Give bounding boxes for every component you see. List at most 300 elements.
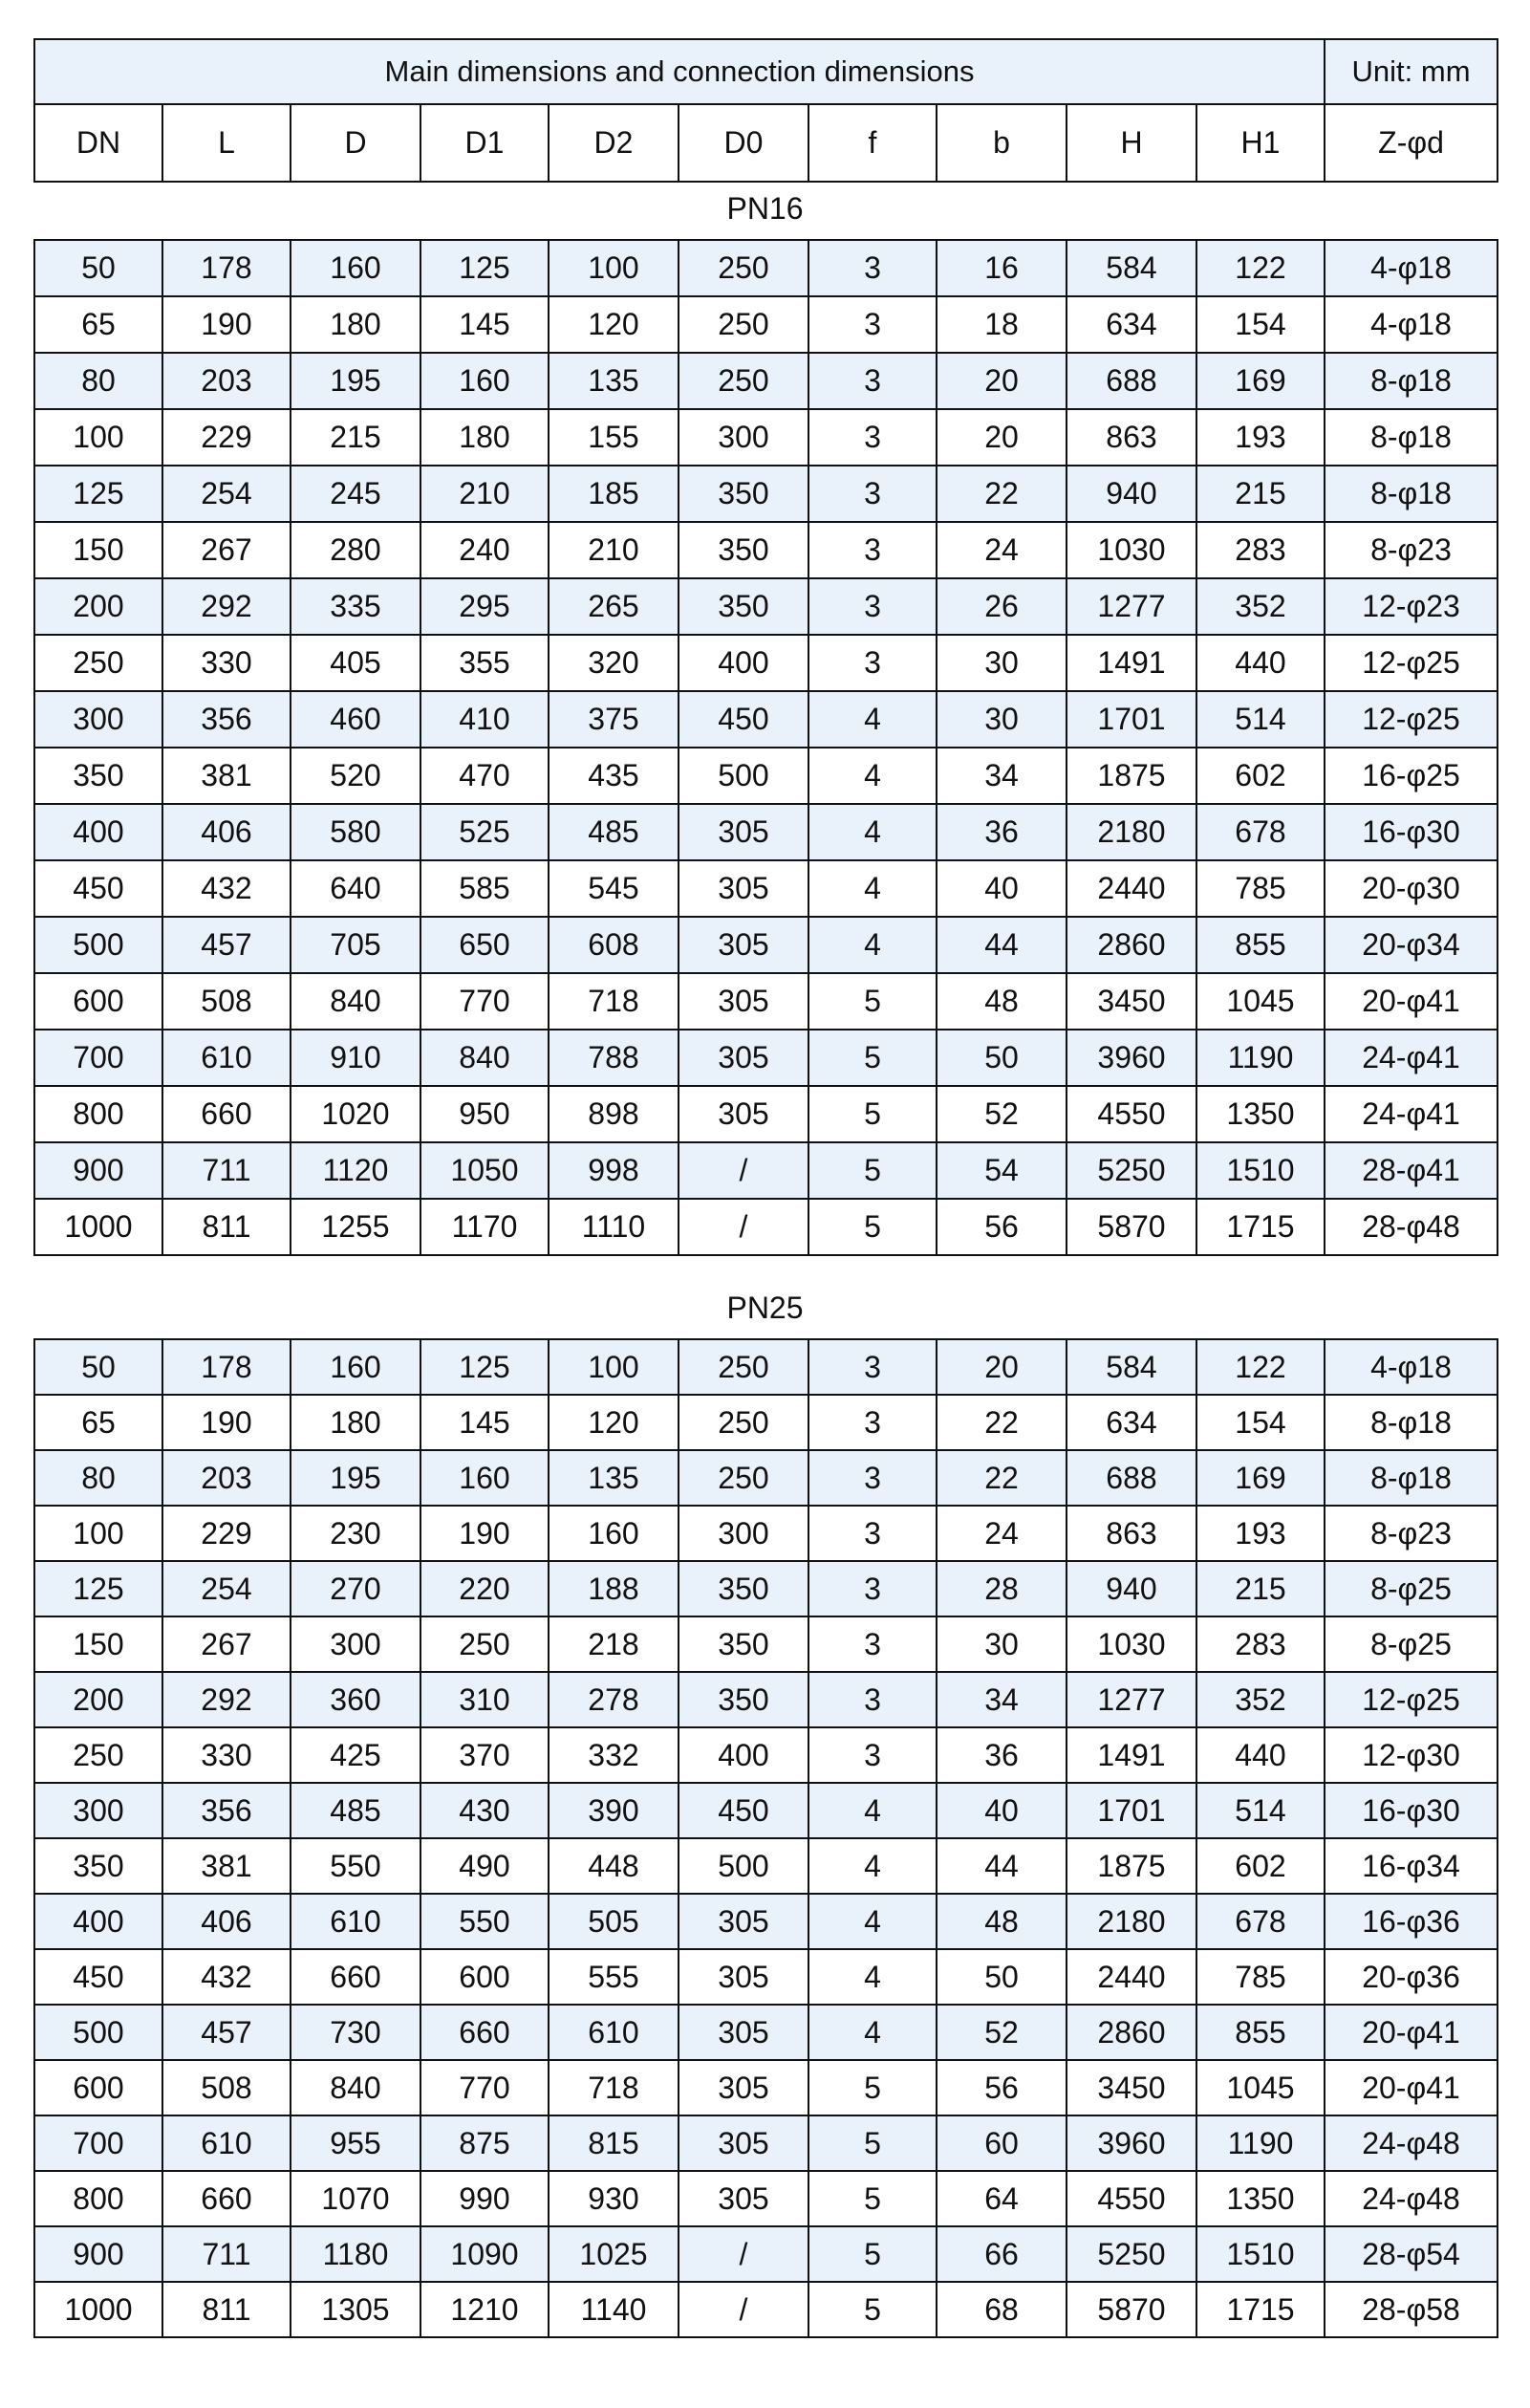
table-cell: 305 [679,804,808,860]
table-cell: 678 [1196,1894,1325,1949]
table-cell: 250 [34,1727,162,1783]
table-cell: 1090 [420,2226,549,2282]
table-row [34,2282,1498,2337]
table-cell: 100 [549,240,679,296]
table-cell: 356 [162,691,291,748]
table-cell: 585 [420,860,549,917]
table-cell: 4 [808,2005,937,2060]
table-cell: 5 [808,1142,937,1199]
table-cell: 5 [808,1086,937,1142]
table-row [34,973,1498,1030]
table-cell: 267 [162,522,291,578]
column-header: D2 [549,104,679,182]
table-cell: 28-φ58 [1325,2282,1498,2337]
table-cell: 840 [291,2060,420,2115]
table-cell: 292 [162,578,291,635]
table-cell: 20-φ41 [1325,2060,1498,2115]
table-cell: 2860 [1067,2005,1196,2060]
table-cell: 1277 [1067,578,1196,635]
table-cell: 56 [937,2060,1067,2115]
table-cell: 440 [1196,635,1325,691]
table-cell: 2180 [1067,1894,1196,1949]
table-cell: 940 [1067,466,1196,522]
table-cell: 600 [34,2060,162,2115]
table-cell: 3960 [1067,1030,1196,1086]
table-cell: 770 [420,2060,549,2115]
table-cell: 2180 [1067,804,1196,860]
table-cell: 545 [549,860,679,917]
table-cell: 485 [549,804,679,860]
table-cell: 300 [34,691,162,748]
table-cell: 190 [162,296,291,353]
table-cell: 283 [1196,1616,1325,1672]
table-cell: 600 [34,973,162,1030]
table-cell: 1180 [291,2226,420,2282]
table-cell: 20-φ30 [1325,860,1498,917]
table-cell: 24-φ41 [1325,1030,1498,1086]
table-cell: 24 [937,522,1067,578]
table-cell: 863 [1067,1506,1196,1561]
table-cell: 12-φ25 [1325,1672,1498,1727]
table-cell: 5 [808,973,937,1030]
table-cell: 145 [420,296,549,353]
table-cell: 280 [291,522,420,578]
table-cell: 154 [1196,1395,1325,1450]
table-cell: 3 [808,240,937,296]
table-cell: 80 [34,1450,162,1506]
table-cell: 66 [937,2226,1067,2282]
table-row [34,917,1498,973]
table-cell: 711 [162,2226,291,2282]
table-cell: 508 [162,973,291,1030]
table-cell: 1491 [1067,635,1196,691]
table-cell: 350 [679,466,808,522]
table-cell: 8-φ18 [1325,353,1498,409]
table-cell: 460 [291,691,420,748]
table-cell: 135 [549,353,679,409]
table-cell: 370 [420,1727,549,1783]
table-cell: 1510 [1196,1142,1325,1199]
table-cell: 3 [808,578,937,635]
table-cell: 1170 [420,1199,549,1255]
table-cell: 26 [937,578,1067,635]
table-cell: 1045 [1196,2060,1325,2115]
table-cell: 160 [420,353,549,409]
table-cell: 215 [1196,466,1325,522]
table-cell: 400 [679,635,808,691]
table-cell: 3 [808,296,937,353]
table-cell: 1025 [549,2226,679,2282]
table-cell: 350 [679,1672,808,1727]
table-row [34,635,1498,691]
table-cell: 705 [291,917,420,973]
table-cell: 1210 [420,2282,549,2337]
table-cell: 16-φ30 [1325,804,1498,860]
table-cell: 650 [420,917,549,973]
table-cell: 1277 [1067,1672,1196,1727]
table-cell: 950 [420,1086,549,1142]
table-cell: 3 [808,522,937,578]
table-row [34,2060,1498,2115]
table-cell: 3450 [1067,973,1196,1030]
table-cell: 718 [549,973,679,1030]
table-cell: 4-φ18 [1325,296,1498,353]
table-cell: 4 [808,1783,937,1838]
table-row [34,2171,1498,2226]
table-cell: 4 [808,804,937,860]
table-cell: 1020 [291,1086,420,1142]
table-cell: 122 [1196,1339,1325,1395]
table-cell: 210 [549,522,679,578]
table-cell: 930 [549,2171,679,2226]
table-cell: 457 [162,917,291,973]
table-cell: 514 [1196,1783,1325,1838]
table-cell: 20-φ36 [1325,1949,1498,2005]
table-row [34,1395,1498,1450]
table-cell: 229 [162,1506,291,1561]
table-cell: 5870 [1067,1199,1196,1255]
table-cell: 550 [291,1838,420,1894]
table-cell: 955 [291,2115,420,2171]
table-cell: 200 [34,578,162,635]
table-cell: 2860 [1067,917,1196,973]
table-cell: 36 [937,1727,1067,1783]
table-cell: 169 [1196,353,1325,409]
table-cell: 50 [937,1030,1067,1086]
table-cell: / [679,1142,808,1199]
table-cell: 250 [679,1395,808,1450]
table-row [34,2115,1498,2171]
table-cell: 300 [679,1506,808,1561]
table-cell: 584 [1067,240,1196,296]
table-cell: 1045 [1196,973,1325,1030]
table-cell: 355 [420,635,549,691]
table-row [34,1506,1498,1561]
table-cell: 305 [679,2060,808,2115]
table-cell: 1491 [1067,1727,1196,1783]
table-cell: 602 [1196,748,1325,804]
table-cell: 1050 [420,1142,549,1199]
table-cell: 1510 [1196,2226,1325,2282]
table-cell: 1030 [1067,522,1196,578]
table-row [34,409,1498,466]
table-cell: 169 [1196,1450,1325,1506]
table-cell: 730 [291,2005,420,2060]
table-row [34,1672,1498,1727]
table-cell: 155 [549,409,679,466]
table-cell: 22 [937,1395,1067,1450]
table-cell: 335 [291,578,420,635]
table-title: Main dimensions and connection dimensions [34,39,1325,104]
table-cell: 24 [937,1506,1067,1561]
table-cell: 125 [420,1339,549,1395]
table-cell: 350 [679,522,808,578]
table-cell: 640 [291,860,420,917]
table-cell: 855 [1196,917,1325,973]
table-row [34,860,1498,917]
table-cell: 2440 [1067,1949,1196,2005]
table-cell: 180 [291,296,420,353]
table-cell: 1875 [1067,748,1196,804]
table-cell: 3960 [1067,2115,1196,2171]
table-cell: 50 [937,1949,1067,2005]
table-cell: 203 [162,353,291,409]
table-row [34,1561,1498,1616]
table-cell: 195 [291,1450,420,1506]
table-cell: 292 [162,1672,291,1727]
table-cell: 305 [679,2171,808,2226]
table-cell: 1875 [1067,1838,1196,1894]
table-cell: 990 [420,2171,549,2226]
table-cell: 432 [162,860,291,917]
table-cell: 3 [808,1672,937,1727]
table-row [34,2226,1498,2282]
table-cell: 3 [808,1450,937,1506]
table-cell: 811 [162,2282,291,2337]
table-cell: 4 [808,860,937,917]
table-cell: 350 [679,1561,808,1616]
table-row [34,522,1498,578]
table-row [34,1142,1498,1199]
table-cell: 154 [1196,296,1325,353]
table-cell: 24-φ41 [1325,1086,1498,1142]
table-cell: 305 [679,917,808,973]
table-cell: 200 [34,1672,162,1727]
table-cell: 350 [34,748,162,804]
table-cell: 352 [1196,578,1325,635]
table-cell: 267 [162,1616,291,1672]
table-cell: 457 [162,2005,291,2060]
table-cell: / [679,2226,808,2282]
table-cell: 500 [34,2005,162,2060]
table-cell: 44 [937,1838,1067,1894]
table-cell: 440 [1196,1727,1325,1783]
table-cell: 16-φ25 [1325,748,1498,804]
table-cell: 22 [937,1450,1067,1506]
table-cell: 188 [549,1561,679,1616]
table-cell: 64 [937,2171,1067,2226]
table-cell: 4-φ18 [1325,240,1498,296]
table-cell: 52 [937,1086,1067,1142]
table-cell: 100 [34,409,162,466]
table-cell: 602 [1196,1838,1325,1894]
table-cell: 840 [291,973,420,1030]
table-cell: 34 [937,748,1067,804]
table-cell: 5 [808,2226,937,2282]
table-cell: 250 [679,353,808,409]
table-cell: 811 [162,1199,291,1255]
table-cell: 160 [549,1506,679,1561]
table-cell: 785 [1196,1949,1325,2005]
table-cell: 185 [549,466,679,522]
table-cell: 210 [420,466,549,522]
table-cell: 4-φ18 [1325,1339,1498,1395]
table-cell: 3450 [1067,2060,1196,2115]
table-cell: 24-φ48 [1325,2171,1498,2226]
table-cell: 5870 [1067,2282,1196,2337]
table-cell: 678 [1196,804,1325,860]
table-cell: 28-φ48 [1325,1199,1498,1255]
table-cell: 1070 [291,2171,420,2226]
table-row [34,1086,1498,1142]
table-cell: 1190 [1196,2115,1325,2171]
table-cell: 56 [937,1199,1067,1255]
table-cell: 125 [34,466,162,522]
unit-label: Unit: mm [1325,39,1498,104]
table-cell: 18 [937,296,1067,353]
table-row [34,1949,1498,2005]
table-cell: 60 [937,2115,1067,2171]
table-cell: 450 [34,860,162,917]
column-header: L [162,104,291,182]
table-cell: 320 [549,635,679,691]
table-row [34,804,1498,860]
table-cell: 230 [291,1506,420,1561]
table-cell: 120 [549,296,679,353]
table-cell: 3 [808,466,937,522]
table-row [34,1727,1498,1783]
column-header: D1 [420,104,549,182]
table-row [34,466,1498,522]
table-cell: 8-φ18 [1325,466,1498,522]
table-cell: 3 [808,1616,937,1672]
table-cell: 3 [808,1506,937,1561]
table-cell: 770 [420,973,549,1030]
table-cell: 229 [162,409,291,466]
table-cell: 610 [162,1030,291,1086]
table-cell: 3 [808,1727,937,1783]
table-cell: 190 [162,1395,291,1450]
table-cell: / [679,1199,808,1255]
table-cell: 406 [162,804,291,860]
table-cell: 16 [937,240,1067,296]
dimensions-header-table [33,38,1498,183]
table-cell: 52 [937,2005,1067,2060]
table-cell: 8-φ18 [1325,1395,1498,1450]
table-cell: 555 [549,1949,679,2005]
table-cell: 600 [420,1949,549,2005]
table-cell: 30 [937,1616,1067,1672]
table-cell: 283 [1196,522,1325,578]
table-cell: 855 [1196,2005,1325,2060]
table-cell: 20-φ34 [1325,917,1498,973]
table-cell: 435 [549,748,679,804]
table-cell: 8-φ23 [1325,522,1498,578]
table-cell: 815 [549,2115,679,2171]
table-cell: 80 [34,353,162,409]
table-cell: 250 [34,635,162,691]
table-cell: 8-φ18 [1325,409,1498,466]
table-cell: 178 [162,1339,291,1395]
table-cell: 295 [420,578,549,635]
table-cell: 1000 [34,1199,162,1255]
table-cell: 12-φ25 [1325,691,1498,748]
table-cell: 215 [1196,1561,1325,1616]
table-cell: 28-φ41 [1325,1142,1498,1199]
column-header: DN [34,104,162,182]
table-cell: 1140 [549,2282,679,2337]
table-cell: 20-φ41 [1325,973,1498,1030]
table-cell: 40 [937,860,1067,917]
table-cell: 410 [420,691,549,748]
table-cell: 4 [808,917,937,973]
table-cell: 425 [291,1727,420,1783]
table-cell: 4 [808,748,937,804]
pn25-table [33,1338,1498,2338]
table-cell: 1000 [34,2282,162,2337]
table-cell: 160 [420,1450,549,1506]
table-cell: 16-φ36 [1325,1894,1498,1949]
table-cell: 330 [162,1727,291,1783]
table-row [34,1616,1498,1672]
table-cell: 3 [808,1339,937,1395]
table-cell: 875 [420,2115,549,2171]
table-cell: 310 [420,1672,549,1727]
table-cell: 100 [34,1506,162,1561]
table-cell: 350 [679,1616,808,1672]
table-cell: 220 [420,1561,549,1616]
table-cell: 2440 [1067,860,1196,917]
table-cell: 900 [34,2226,162,2282]
table-cell: 500 [679,1838,808,1894]
table-cell: 100 [549,1339,679,1395]
table-cell: 688 [1067,353,1196,409]
table-cell: 514 [1196,691,1325,748]
table-cell: 4 [808,691,937,748]
table-cell: 1120 [291,1142,420,1199]
table-cell: 122 [1196,240,1325,296]
table-cell: 125 [34,1561,162,1616]
table-cell: 135 [549,1450,679,1506]
table-row [34,578,1498,635]
table-cell: 270 [291,1561,420,1616]
table-cell: 660 [420,2005,549,2060]
table-cell: 305 [679,1086,808,1142]
table-cell: 5 [808,2282,937,2337]
table-row [34,691,1498,748]
table-cell: 580 [291,804,420,860]
column-header: H [1067,104,1196,182]
table-cell: 3 [808,353,937,409]
table-cell: 8-φ23 [1325,1506,1498,1561]
table-cell: 508 [162,2060,291,2115]
table-cell: 381 [162,748,291,804]
table-cell: 550 [420,1894,549,1949]
table-cell: 254 [162,466,291,522]
table-row [34,1894,1498,1949]
table-cell: 250 [679,296,808,353]
table-cell: 350 [679,578,808,635]
table-cell: 634 [1067,296,1196,353]
table-cell: 485 [291,1783,420,1838]
table-cell: 120 [549,1395,679,1450]
table-cell: 150 [34,1616,162,1672]
table-cell: 584 [1067,1339,1196,1395]
table-cell: 305 [679,1949,808,2005]
table-cell: 30 [937,691,1067,748]
table-cell: 400 [34,1894,162,1949]
table-cell: 448 [549,1838,679,1894]
table-cell: 500 [34,917,162,973]
table-cell: 405 [291,635,420,691]
table-row [34,296,1498,353]
table-cell: 240 [420,522,549,578]
table-cell: 178 [162,240,291,296]
table-cell: 800 [34,1086,162,1142]
table-cell: 48 [937,973,1067,1030]
table-cell: 898 [549,1086,679,1142]
table-cell: 500 [679,748,808,804]
